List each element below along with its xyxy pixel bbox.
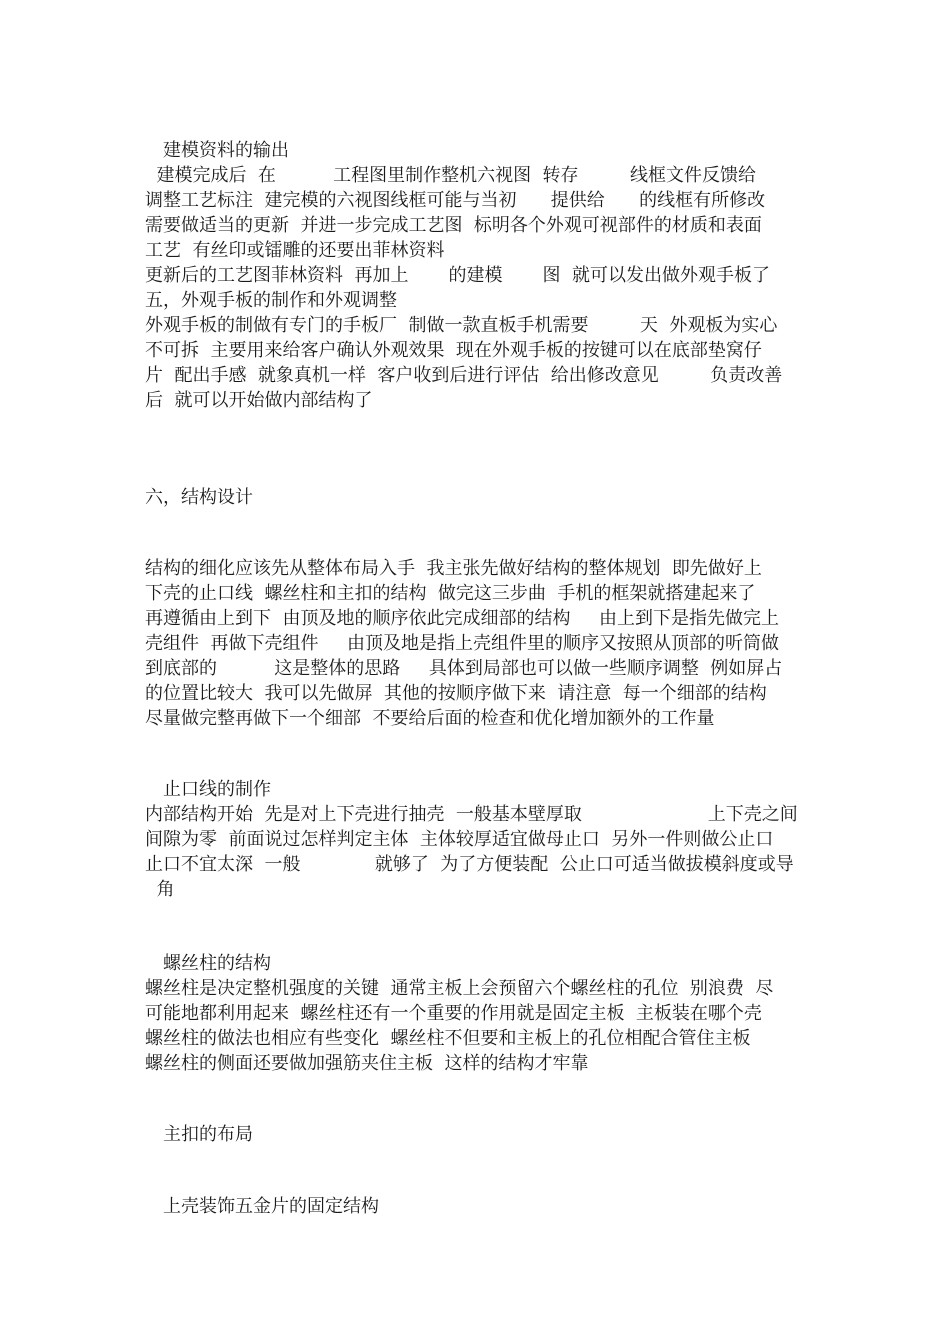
paragraph-line: 更新后的工艺图菲林资料 再加上 的建模 图 就可以发出做外观手板了: [145, 265, 770, 286]
main-clip-heading: 主扣的布局: [163, 1124, 253, 1145]
paragraph-line: 螺丝柱的做法也相应有些变化 螺丝柱不但要和主板上的孔位相配合管住主板: [145, 1028, 751, 1049]
paragraph-line: 工艺 有丝印或镭雕的还要出菲林资料: [145, 240, 445, 261]
paragraph-line: 不可拆 主要用来给客户确认外观效果 现在外观手板的按键可以在底部垫窝仔: [145, 340, 762, 361]
paragraph-line: 螺丝柱是决定整机强度的关键 通常主板上会预留六个螺丝柱的孔位 别浪费 尽: [145, 978, 774, 999]
paragraph-line: 片 配出手感 就象真机一样 客户收到后进行评估 给出修改意见 负责改善: [145, 365, 783, 386]
paragraph-line: 需要做适当的更新 并进一步完成工艺图 标明各个外观可视部件的材质和表面: [145, 215, 762, 236]
upper-shell-metal-heading: 上壳装饰五金片的固定结构: [163, 1196, 379, 1217]
paragraph-line: 后 就可以开始做内部结构了: [145, 390, 373, 411]
stop-line-heading: 止口线的制作: [163, 779, 271, 800]
paragraph-line: 下壳的止口线 螺丝柱和主扣的结构 做完这三步曲 手机的框架就搭建起来了: [145, 583, 756, 604]
paragraph-line: 尽量做完整再做下一个细部 不要给后面的检查和优化增加额外的工作量: [145, 708, 715, 729]
paragraph-line: 螺丝柱的侧面还要做加强筋夹住主板 这样的结构才牢靠: [145, 1053, 589, 1074]
paragraph-line: 的位置比较大 我可以先做屏 其他的按顺序做下来 请注意 每一个细部的结构: [145, 683, 767, 704]
modeling-output-heading: 建模资料的输出: [163, 140, 289, 161]
paragraph-line: 建模完成后 在 工程图里制作整机六视图 转存 线框文件反馈给: [145, 165, 757, 186]
section5-heading: 五，外观手板的制作和外观调整: [145, 290, 397, 311]
paragraph-line: 可能地都利用起来 螺丝柱还有一个重要的作用就是固定主板 主板装在哪个壳: [145, 1003, 762, 1024]
paragraph-line: 间隙为零 前面说过怎样判定主体 主体较厚适宜做母止口 另外一件则做公止口: [145, 829, 774, 850]
paragraph-line: 结构的细化应该先从整体布局入手 我主张先做好结构的整体规划 即先做好上: [145, 558, 762, 579]
paragraph-line: 再遵循由上到下 由顶及地的顺序依此完成细部的结构 由上到下是指先做完上: [145, 608, 780, 629]
paragraph-line: 外观手板的制做有专门的手板厂 制做一款直板手机需要 天 外观板为实心: [145, 315, 778, 336]
paragraph-line: 到底部的 这是整体的思路 具体到局部也可以做一些顺序调整 例如屏占: [145, 658, 783, 679]
paragraph-line: 角: [145, 879, 175, 900]
paragraph-line: 止口不宜太深 一般 就够了 为了方便装配 公止口可适当做拔模斜度或导: [145, 854, 794, 875]
paragraph-line: 调整工艺标注 建完模的六视图线框可能与当初 提供给 的线框有所修改: [145, 190, 766, 211]
paragraph-line: 内部结构开始 先是对上下壳进行抽壳 一般基本壁厚取 上下壳之间: [145, 804, 798, 825]
section6-heading: 六，结构设计: [145, 487, 253, 508]
screw-post-heading: 螺丝柱的结构: [163, 953, 271, 974]
paragraph-line: 壳组件 再做下壳组件 由顶及地是指上壳组件里的顺序又按照从顶部的听筒做: [145, 633, 780, 654]
